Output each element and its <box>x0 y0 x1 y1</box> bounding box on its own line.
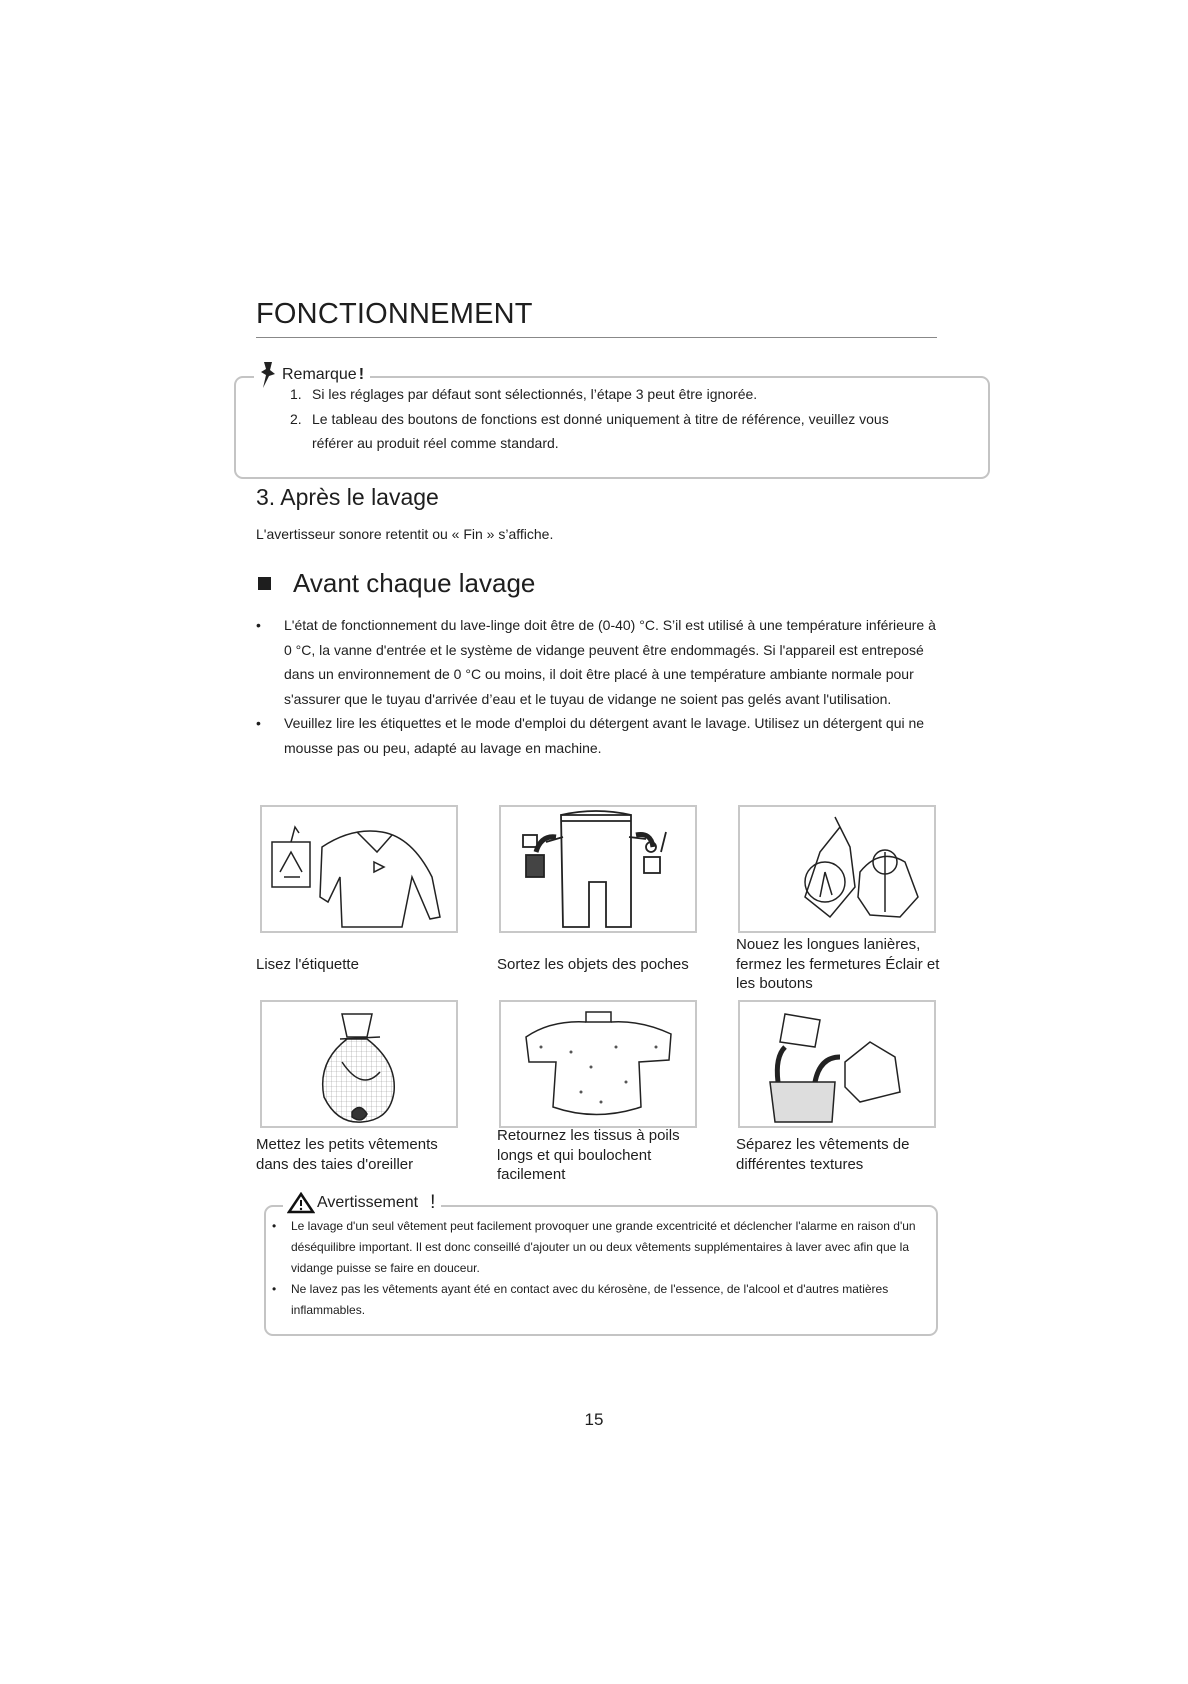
page-title: FONCTIONNEMENT <box>256 298 533 330</box>
list-item: • L'état de fonctionnement du lave-linge doit être de (0-40) °C. S’il est utilisé à une température inférieure à 0 °C, la vanne d'entrée et le système de vidange peuvent être endommagés. Si l'appareil est entreposé dans un environnement de 0 °C ou moins, il doit être placé à une température ambiante normale pour s'assurer que le tuyau d'arrivée d’eau et le tuyau de vidange ne soient pas gelés avant l'utilisation. <box>256 617 936 707</box>
note-item: 2. Le tableau des boutons de fonctions est donné uniquement à titre de référence, veuillez vous référer au produit réel comme standard. <box>290 410 889 451</box>
figure-caption: Sortez les objets des poches <box>497 956 689 973</box>
empty-pockets-illustration <box>499 805 697 933</box>
tie-zip-illustration <box>738 805 936 933</box>
turn-inside-out-illustration <box>499 1000 697 1128</box>
sort-laundry-illustration <box>738 1000 936 1128</box>
label-sweater-illustration <box>260 805 458 933</box>
figure-caption: Lisez l'étiquette <box>256 956 359 973</box>
note-title: Remarque ! <box>254 360 370 390</box>
section-heading: 3. Après le lavage <box>256 484 439 510</box>
warning-item: • Ne lavez pas les vêtements ayant été en contact avec du kérosène, de l'essence, de l'alcool et d'autres matières inflammables. <box>272 1282 889 1317</box>
figure-caption: Séparez les vêtements de différentes textures <box>736 1136 910 1173</box>
warning-title: Avertissement ! <box>283 1192 441 1214</box>
list-item: • Veuillez lire les étiquettes et le mode d'emploi du détergent avant le lavage. Utilisez un détergent qui ne mousse pas ou peu, adapté au lavage en machine. <box>256 715 925 756</box>
figure-caption: Nouez les longues lanières, fermez les fermetures Éclair et les boutons <box>736 936 940 992</box>
warning-triangle-icon <box>287 1192 315 1214</box>
square-bullet-icon <box>258 577 271 590</box>
pushpin-icon <box>258 360 280 390</box>
figure-caption: Retournez les tissus à poils longs et qui boulochent facilement <box>497 1127 680 1183</box>
figure-caption: Mettez les petits vêtements dans des taies d'oreiller <box>256 1136 438 1173</box>
page-number: 15 <box>584 1410 604 1429</box>
before-wash-heading: Avant chaque lavage <box>258 568 535 599</box>
title-divider <box>256 337 937 338</box>
warning-item: • Le lavage d'un seul vêtement peut facilement provoquer une grande excentricité et déclencher l'alarme en raison d'un déséquilibre important. Il est donc conseillé d'ajouter un ou deux vêtements supplémentaires à laver avec afin que la vidange puisse se faire en douceur. <box>272 1219 916 1275</box>
note-item: 1. Si les réglages par défaut sont sélectionnés, l’étape 3 peut être ignorée. <box>290 386 758 402</box>
section-text: L'avertisseur sonore retentit ou « Fin » s’affiche. <box>256 526 554 542</box>
before-wash-list <box>256 613 936 760</box>
note-list <box>290 382 930 456</box>
mesh-bag-illustration <box>260 1000 458 1128</box>
warning-list <box>272 1216 937 1321</box>
